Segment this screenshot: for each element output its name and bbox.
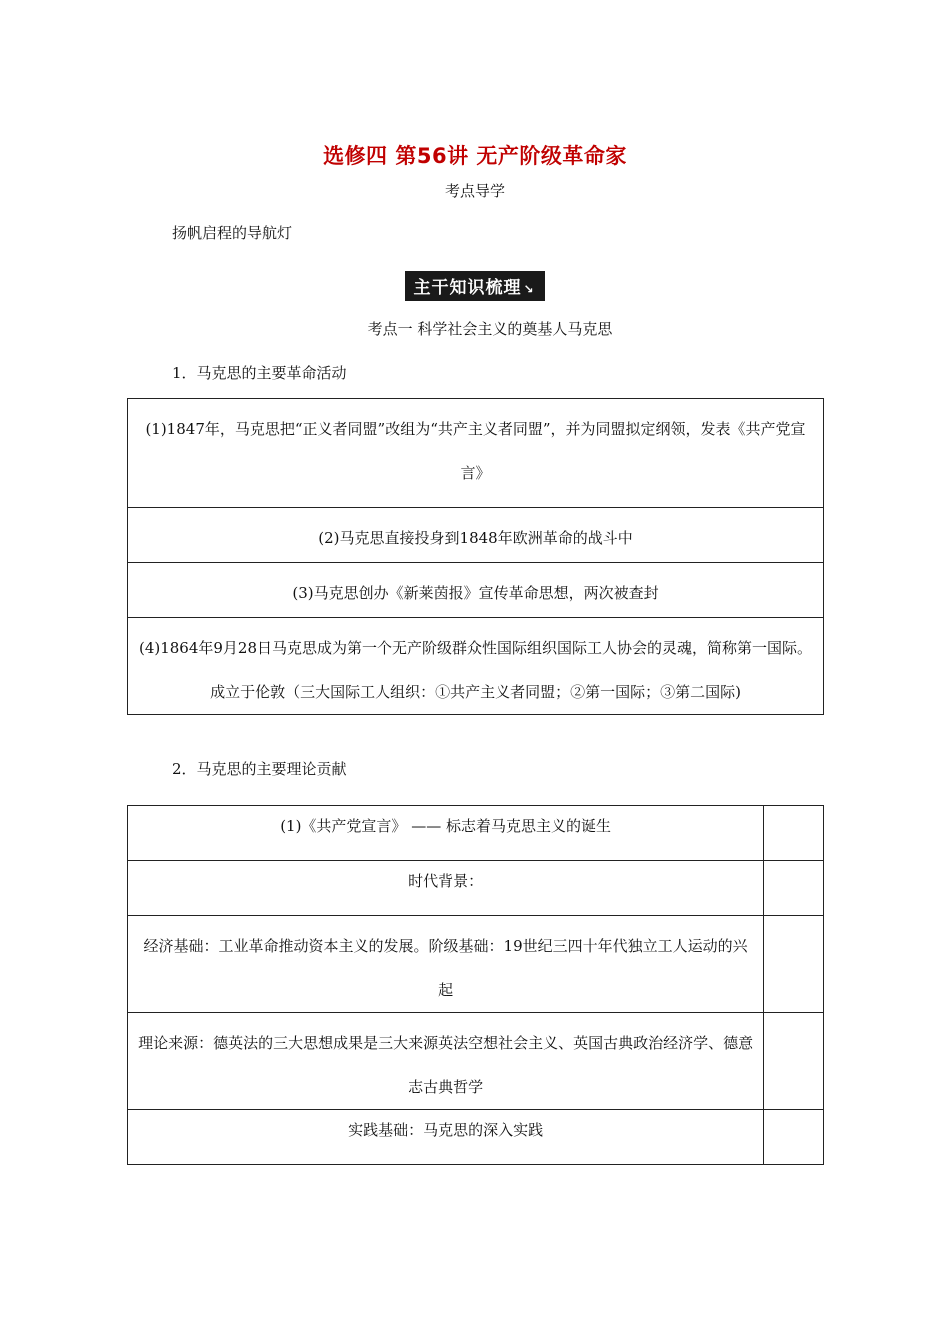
table-cell-empty (764, 916, 824, 1013)
theory-contributions-table (127, 805, 824, 1165)
banner-label: 主干知识梳理 (413, 278, 522, 298)
page-subtitle: 考点导学 (444, 182, 505, 200)
table-cell: (2)马克思直接投身到1848年欧洲革命的战斗中 (128, 508, 824, 563)
page-title: 选修四 第56讲 无产阶级革命家 (323, 144, 627, 168)
banner-container (0, 271, 950, 301)
table-cell-empty (764, 861, 824, 916)
arrow-down-right-icon: ↘ (523, 282, 535, 296)
table-cell: 实践基础：马克思的深入实践 (128, 1110, 764, 1165)
table-cell: (4)1864年9月28日马克思成为第一个无产阶级群众性国际组织国际工人协会的灵魂，简称第一国际。成立于伦敦（三大国际工人组织：①共产主义者同盟；②第一国际；③第二国际) (128, 618, 824, 715)
table-cell: 经济基础：工业革命推动资本主义的发展。阶级基础：19世纪三四十年代独立工人运动的兴起 (128, 916, 764, 1013)
part2-heading: 2．马克思的主要理论贡献 (172, 760, 347, 778)
table-cell: 时代背景： (128, 861, 764, 916)
table-cell: (3)马克思创办《新莱茵报》宣传革命思想，两次被查封 (128, 563, 824, 618)
revolutionary-activities-table (127, 398, 824, 715)
section-title: 考点一 科学社会主义的奠基人马克思 (367, 320, 613, 338)
table-cell: (1)1847年，马克思把“正义者同盟”改组为“共产主义者同盟”，并为同盟拟定纲领，发表《共产党宣言》 (128, 399, 824, 508)
table-cell-empty (764, 806, 824, 861)
table-cell: (1)《共产党宣言》 —— 标志着马克思主义的诞生 (128, 806, 764, 861)
lead-text: 扬帆启程的导航灯 (172, 224, 293, 242)
table-cell-empty (764, 1110, 824, 1165)
part1-heading: 1．马克思的主要革命活动 (172, 364, 347, 382)
table-cell-empty (764, 1013, 824, 1110)
section-banner (405, 271, 544, 301)
table-cell: 理论来源：德英法的三大思想成果是三大来源英法空想社会主义、英国古典政治经济学、德意志古典哲学 (128, 1013, 764, 1110)
